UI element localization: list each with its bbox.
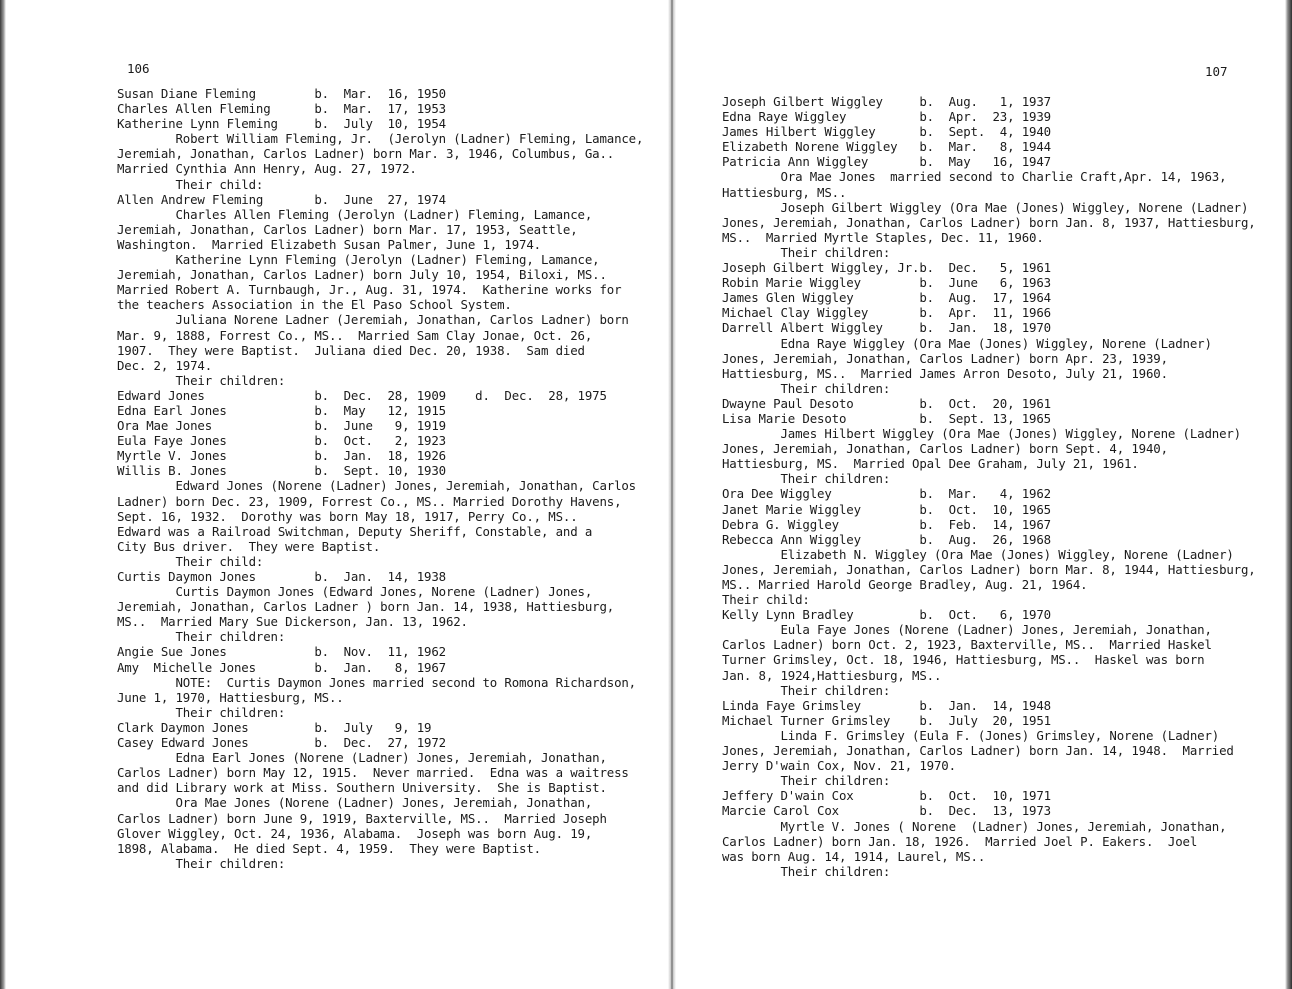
text-line: Their child: <box>117 176 264 192</box>
text-line: Edward Jones b. Dec. 28, 1909 d. Dec. 28, 1975 <box>117 387 607 403</box>
text-line: Dwayne Paul Desoto b. Oct. 20, 1961 <box>722 395 1051 411</box>
text-line: Carlos Ladner) born Oct. 2, 1923, Baxterville, MS.. Married Haskel <box>722 637 1212 653</box>
text-line: NOTE: Curtis Daymon Jones married second to Romona Richardson, <box>117 674 636 690</box>
text-line: Turner Grimsley, Oct. 18, 1946, Hattiesburg, MS.. Haskel was born <box>722 652 1205 668</box>
text-line: Edna Raye Wiggley (Ora Mae (Jones) Wiggley, Norene (Ladner) <box>722 335 1212 351</box>
text-line: MS.. Married Myrtle Staples, Dec. 11, 1960. <box>722 229 1044 245</box>
text-line: Mar. 9, 1888, Forrest Co., MS.. Married Sam Clay Jonae, Oct. 26, <box>117 327 593 343</box>
text-line: June 1, 1970, Hattiesburg, MS.. <box>117 689 344 705</box>
text-line: Jeremiah, Jonathan, Carlos Ladner) born Mar. 17, 1953, Seattle, <box>117 221 578 237</box>
text-line: Their children: <box>722 244 891 260</box>
text-line: Their children: <box>722 863 891 879</box>
text-line: 1898, Alabama. He died Sept. 4, 1959. They were Baptist. <box>117 840 541 856</box>
text-line: Eula Faye Jones b. Oct. 2, 1923 <box>117 433 446 449</box>
text-line: Patricia Ann Wiggley b. May 16, 1947 <box>722 154 1051 170</box>
page-number: 107 <box>1205 64 1228 79</box>
text-line: Washington. Married Elizabeth Susan Palmer, June 1, 1974. <box>117 236 541 252</box>
text-line: Edna Earl Jones b. May 12, 1915 <box>117 402 446 418</box>
text-line: Married Cynthia Ann Henry, Aug. 27, 1972. <box>117 161 417 177</box>
text-line: Jeremiah, Jonathan, Carlos Ladner ) born Jan. 14, 1938, Hattiesburg, <box>117 599 615 615</box>
text-line: Robert William Fleming, Jr. (Jerolyn (Ladner) Fleming, Lamance, <box>117 131 644 147</box>
text-line: Ora Mae Jones b. June 9, 1919 <box>117 418 446 434</box>
text-line: Elizabeth Norene Wiggley b. Mar. 8, 1944 <box>722 139 1051 155</box>
text-line: Willis B. Jones b. Sept. 10, 1930 <box>117 463 446 479</box>
text-line: Joseph Gilbert Wiggley b. Aug. 1, 1937 <box>722 94 1051 109</box>
text-line: Hattiesburg, MS.. Married James Arron Desoto, July 21, 1960. <box>722 365 1168 381</box>
page-number: 106 <box>127 61 150 76</box>
text-line: Ora Mae Jones married second to Charlie Craft,Apr. 14, 1963, <box>722 169 1227 185</box>
text-line: Jeremiah, Jonathan, Carlos Ladner) born July 10, 1954, Biloxi, MS.. <box>117 267 607 283</box>
text-line: Their children: <box>722 380 891 396</box>
right-page <box>685 0 1285 989</box>
text-line: Clark Daymon Jones b. July 9, 19 <box>117 719 432 735</box>
left-binding-edge <box>0 0 6 989</box>
text-line: 1907. They were Baptist. Juliana died Dec. 20, 1938. Sam died <box>117 342 585 358</box>
text-line: Edna Raye Wiggley b. Apr. 23, 1939 <box>722 109 1051 125</box>
text-line: Jeremiah, Jonathan, Carlos Ladner) born Mar. 3, 1946, Columbus, Ga.. <box>117 146 615 162</box>
text-line: Jan. 8, 1924,Hattiesburg, MS.. <box>722 667 942 683</box>
text-line: Curtis Daymon Jones b. Jan. 14, 1938 <box>117 569 446 584</box>
text-line: Joseph Gilbert Wiggley, Jr.b. Dec. 5, 1961 <box>722 260 1051 276</box>
page-text-block <box>722 94 1256 879</box>
text-line: Jones, Jeremiah, Jonathan, Carlos Ladner) born Mar. 8, 1944, Hattiesburg, <box>722 561 1256 577</box>
text-line: Sept. 16, 1932. Dorothy was born May 18, 1917, Perry Co., MS.. <box>117 508 578 524</box>
text-line: Married Robert A. Turnbaugh, Jr., Aug. 31, 1974. Katherine works for <box>117 282 622 298</box>
text-line: Jerry D'wain Cox, Nov. 21, 1970. <box>722 758 956 774</box>
text-line: Their child: <box>117 553 264 569</box>
text-line: Their children: <box>117 629 286 645</box>
page-text-block <box>117 86 643 871</box>
text-line: Jeffery D'wain Cox b. Oct. 10, 1971 <box>722 788 1051 804</box>
text-line: Linda Faye Grimsley b. Jan. 14, 1948 <box>722 697 1051 713</box>
text-line: Their children: <box>722 682 891 698</box>
text-line: Debra G. Wiggley b. Feb. 14, 1967 <box>722 516 1051 532</box>
text-line: Dec. 2, 1974. <box>117 357 213 373</box>
text-line: Darrell Albert Wiggley b. Jan. 18, 1970 <box>722 320 1051 336</box>
text-line: City Bus driver. They were Baptist. <box>117 538 381 554</box>
text-line: Amy Michelle Jones b. Jan. 8, 1967 <box>117 659 446 675</box>
text-line: Eula Faye Jones (Norene (Ladner) Jones, Jeremiah, Jonathan, <box>722 622 1212 638</box>
text-line: Jones, Jeremiah, Jonathan, Carlos Ladner) born Apr. 23, 1939, <box>722 350 1168 366</box>
text-line: MS.. Married Harold George Bradley, Aug. 21, 1964. <box>722 577 1088 592</box>
text-line: Elizabeth N. Wiggley (Ora Mae (Jones) Wiggley, Norene (Ladner) <box>722 546 1234 562</box>
text-line: Charles Allen Fleming (Jerolyn (Ladner) Fleming, Lamance, <box>117 206 593 222</box>
text-line: Edna Earl Jones (Norene (Ladner) Jones, Jeremiah, Jonathan, <box>117 750 607 766</box>
text-line: Their children: <box>117 704 286 720</box>
text-line: the teachers Association in the El Paso School System. <box>117 297 512 313</box>
text-line: and did Library work at Miss. Southern University. She is Baptist. <box>117 780 607 796</box>
text-line: Myrtle V. Jones ( Norene (Ladner) Jones, Jeremiah, Jonathan, <box>722 818 1227 834</box>
text-line: Linda F. Grimsley (Eula F. (Jones) Grimsley, Norene (Ladner) <box>722 727 1220 743</box>
text-line: Jones, Jeremiah, Jonathan, Carlos Ladner) born Jan. 14, 1948. Married <box>722 743 1234 759</box>
text-line: Joseph Gilbert Wiggley (Ora Mae (Jones) Wiggley, Norene (Ladner) <box>722 199 1249 215</box>
text-line: Janet Marie Wiggley b. Oct. 10, 1965 <box>722 501 1051 517</box>
text-line: Juliana Norene Ladner (Jeremiah, Jonathan, Carlos Ladner) born <box>117 312 629 328</box>
text-line: Ladner) born Dec. 23, 1909, Forrest Co., MS.. Married Dorothy Havens, <box>117 493 622 509</box>
text-line: Katherine Lynn Fleming (Jerolyn (Ladner) Fleming, Lamance, <box>117 252 600 268</box>
text-line: Their child: <box>722 592 810 608</box>
text-line: Hattiesburg, MS.. <box>722 184 847 200</box>
text-line: James Glen Wiggley b. Aug. 17, 1964 <box>722 290 1051 306</box>
text-line: Kelly Lynn Bradley b. Oct. 6, 1970 <box>722 607 1051 623</box>
text-line: Ora Dee Wiggley b. Mar. 4, 1962 <box>722 486 1051 502</box>
text-line: Hattiesburg, MS. Married Opal Dee Graham, July 21, 1961. <box>722 456 1139 472</box>
text-line: Glover Wiggley, Oct. 24, 1936, Alabama. Joseph was born Aug. 19, <box>117 825 593 841</box>
text-line: Edward was a Railroad Switchman, Deputy Sheriff, Constable, and a <box>117 523 593 539</box>
text-line: Carlos Ladner) born June 9, 1919, Baxterville, MS.. Married Joseph <box>117 810 607 826</box>
left-page <box>10 0 660 989</box>
text-line: Curtis Daymon Jones (Edward Jones, Norene (Ladner) Jones, <box>117 584 593 600</box>
text-line: Allen Andrew Fleming b. June 27, 1974 <box>117 191 446 207</box>
text-line: Jones, Jeremiah, Jonathan, Carlos Ladner) born Jan. 8, 1937, Hattiesburg, <box>722 214 1256 230</box>
text-line: Jones, Jeremiah, Jonathan, Carlos Ladner) born Sept. 4, 1940, <box>722 441 1168 457</box>
center-gutter <box>668 0 676 989</box>
text-line: Rebecca Ann Wiggley b. Aug. 26, 1968 <box>722 531 1051 547</box>
text-line: Ora Mae Jones (Norene (Ladner) Jones, Jeremiah, Jonathan, <box>117 795 593 811</box>
text-line: Michael Turner Grimsley b. July 20, 1951 <box>722 712 1051 728</box>
text-line: Charles Allen Fleming b. Mar. 17, 1953 <box>117 101 446 117</box>
text-line: Their children: <box>117 855 286 871</box>
text-line: Casey Edward Jones b. Dec. 27, 1972 <box>117 735 446 751</box>
right-binding-edge <box>1285 0 1292 989</box>
text-line: Susan Diane Fleming b. Mar. 16, 1950 <box>117 86 446 101</box>
text-line: Their children: <box>722 471 891 487</box>
text-line: Their children: <box>722 773 891 789</box>
text-line: Michael Clay Wiggley b. Apr. 11, 1966 <box>722 305 1051 321</box>
text-line: Katherine Lynn Fleming b. July 10, 1954 <box>117 116 446 132</box>
text-line: James Hilbert Wiggley (Ora Mae (Jones) Wiggley, Norene (Ladner) <box>722 426 1241 442</box>
text-line: Angie Sue Jones b. Nov. 11, 1962 <box>117 644 446 660</box>
text-line: Marcie Carol Cox b. Dec. 13, 1973 <box>722 803 1051 819</box>
text-line: Carlos Ladner) born May 12, 1915. Never married. Edna was a waitress <box>117 765 629 781</box>
text-line: Carlos Ladner) born Jan. 18, 1926. Married Joel P. Eakers. Joel <box>722 833 1198 849</box>
text-line: Edward Jones (Norene (Ladner) Jones, Jeremiah, Jonathan, Carlos <box>117 478 636 494</box>
text-line: James Hilbert Wiggley b. Sept. 4, 1940 <box>722 124 1051 140</box>
text-line: Robin Marie Wiggley b. June 6, 1963 <box>722 275 1051 291</box>
text-line: Myrtle V. Jones b. Jan. 18, 1926 <box>117 448 446 464</box>
text-line: was born Aug. 14, 1914, Laurel, MS.. <box>722 848 986 864</box>
text-line: Their children: <box>117 372 286 388</box>
text-line: Lisa Marie Desoto b. Sept. 13, 1965 <box>722 410 1051 426</box>
text-line: MS.. Married Mary Sue Dickerson, Jan. 13, 1962. <box>117 614 468 630</box>
